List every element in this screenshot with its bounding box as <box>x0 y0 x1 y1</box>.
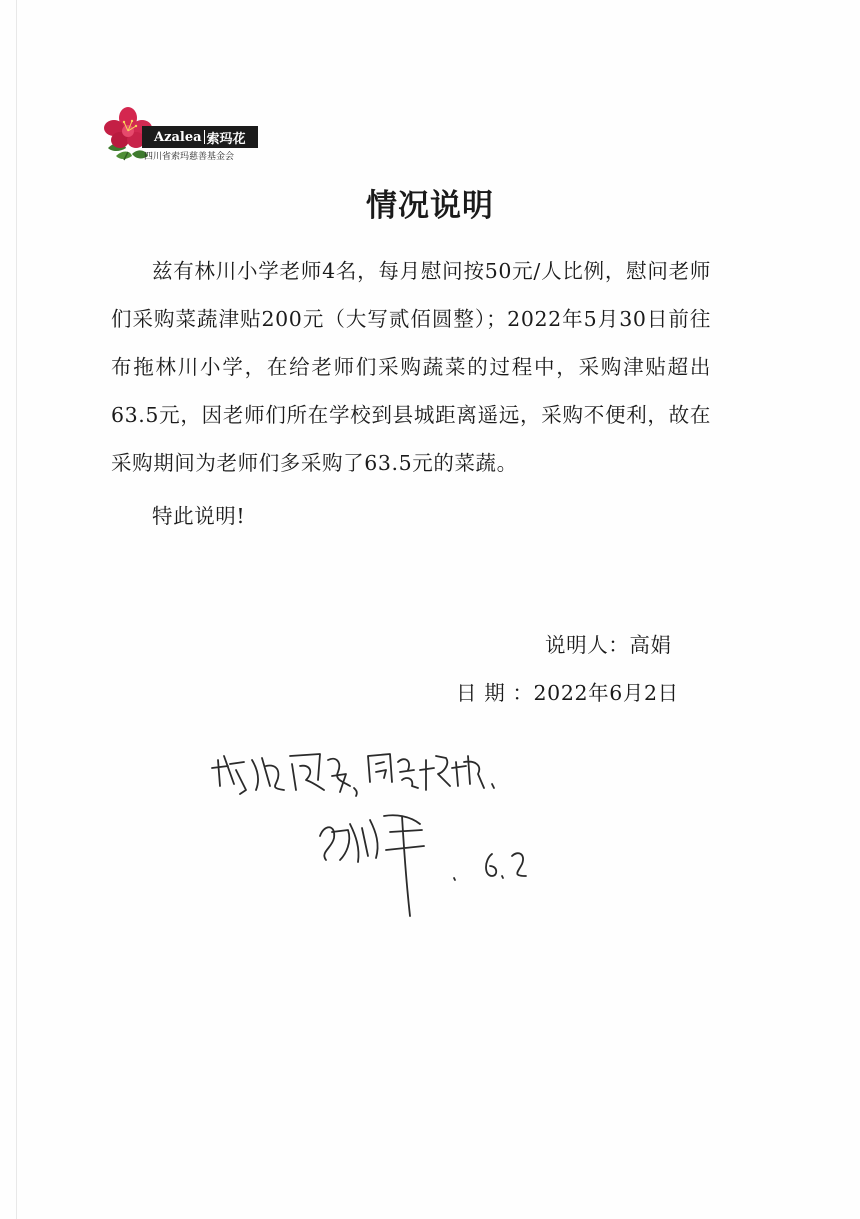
date-line: 日 期 ：2022年6月2日 <box>456 681 679 705</box>
document-body <box>111 247 711 540</box>
page-title: 情况说明 <box>366 188 494 224</box>
brand-name-cn: 索玛花 <box>206 131 246 147</box>
handwritten-approval <box>200 720 560 920</box>
signer-line: 说明人：高娟 <box>545 633 672 657</box>
foundation-logo <box>102 104 262 166</box>
closing-statement: 特此说明! <box>152 504 246 528</box>
main-paragraph: 兹有林川小学老师4名，每月慰问按50元/人比例，慰问老师们采购菜蔬津贴200元（大写贰佰圆整）；2022年5月30日前往布拖林川小学，在给老师们采购蔬菜的过程中，采购津贴超出63.5元，因老师们所在学校到县城距离遥远，采购不便利，故在采购期间为老师们多采购了63.5元的菜蔬。 <box>111 259 711 475</box>
brand-name-en: Azalea <box>154 129 202 145</box>
organization-name: 四川省索玛慈善基金会 <box>144 152 235 162</box>
logo-bar <box>142 126 258 148</box>
